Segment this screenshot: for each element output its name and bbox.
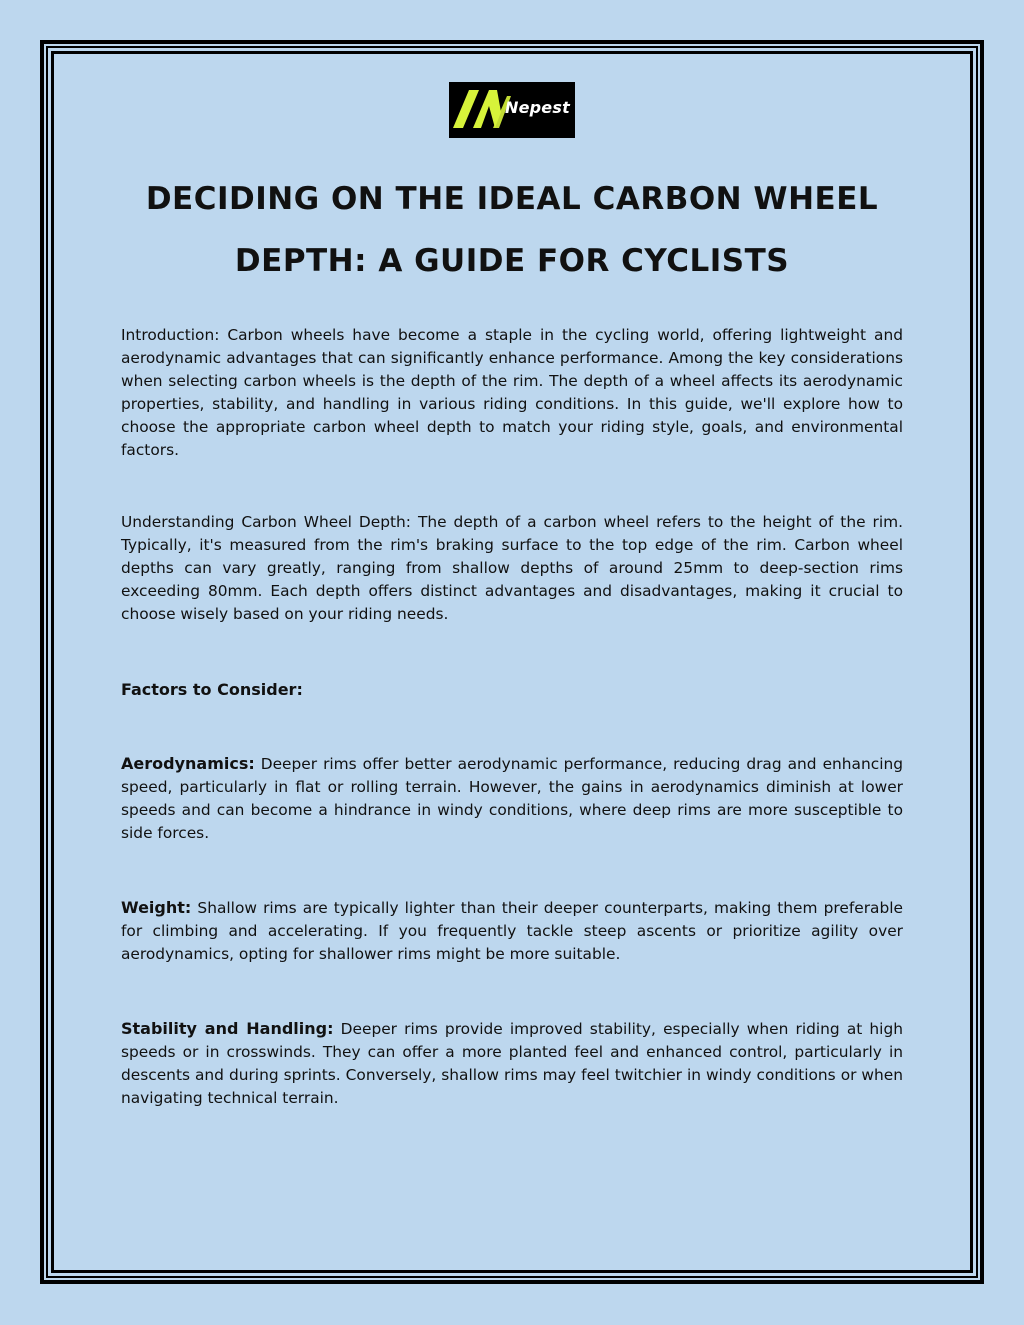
- logo-wordmark: Nepest: [505, 98, 570, 117]
- factors-heading: Factors to Consider:: [121, 680, 303, 699]
- weight-label: Weight:: [121, 898, 192, 917]
- stability-label: Stability and Handling:: [121, 1019, 334, 1038]
- title-line-1: DECIDING ON THE IDEAL CARBON WHEEL: [145, 181, 879, 217]
- aerodynamics-text: Deeper rims offer better aerodynamic performance, reducing drag and enhancing speed, particularly in flat or rolling terrain. However, the gains in aerodynamics diminish at lower speeds and can become a hindrance in windy conditions, where deep rims are more susceptible to side forces.: [121, 755, 903, 842]
- aerodynamics-label: Aerodynamics:: [121, 754, 255, 773]
- page-title: [90, 168, 934, 292]
- stability-text: Deeper rims provide improved stability, especially when riding at high speeds or in crosswinds. They can offer a more planted feel and enhanced control, particularly in descents and during sprints. Conversely, shallow rims may feel twitchier in windy conditions or when navigating technical terrain.: [121, 1020, 903, 1107]
- title-line-2: DEPTH: A GUIDE FOR CYCLISTS: [234, 243, 790, 279]
- weight-paragraph: [121, 896, 903, 966]
- introduction-paragraph: Introduction: Carbon wheels have become a staple in the cycling world, offering lightweight and aerodynamic advantages that can significantly enhance performance. Among the key considerations when selecting carbon wheels is the depth of the rim. The depth of a wheel affects its aerodynamic properties, stability, and handling in various riding conditions. In this guide, we'll explore how to choose the appropriate carbon wheel depth to match your riding style, goals, and environmental factors.: [121, 326, 903, 459]
- stability-paragraph: [121, 1017, 903, 1110]
- brand-logo: [449, 82, 575, 138]
- weight-text: Shallow rims are typically lighter than their deeper counterparts, making them preferable for climbing and accelerating. If you frequently tackle steep ascents or prioritize agility over aerodynamics, opting for shallower rims might be more suitable.: [121, 899, 903, 963]
- understanding-paragraph: Understanding Carbon Wheel Depth: The depth of a carbon wheel refers to the height of the rim. Typically, it's measured from the rim's braking surface to the top edge of the rim. Carbon wheel depths can vary greatly, ranging from shallow depths of around 25mm to deep-section rims exceeding 80mm. Each depth offers distinct advantages and disadvantages, making it crucial to choose wisely based on your riding needs.: [121, 513, 903, 623]
- aerodynamics-paragraph: [121, 752, 903, 845]
